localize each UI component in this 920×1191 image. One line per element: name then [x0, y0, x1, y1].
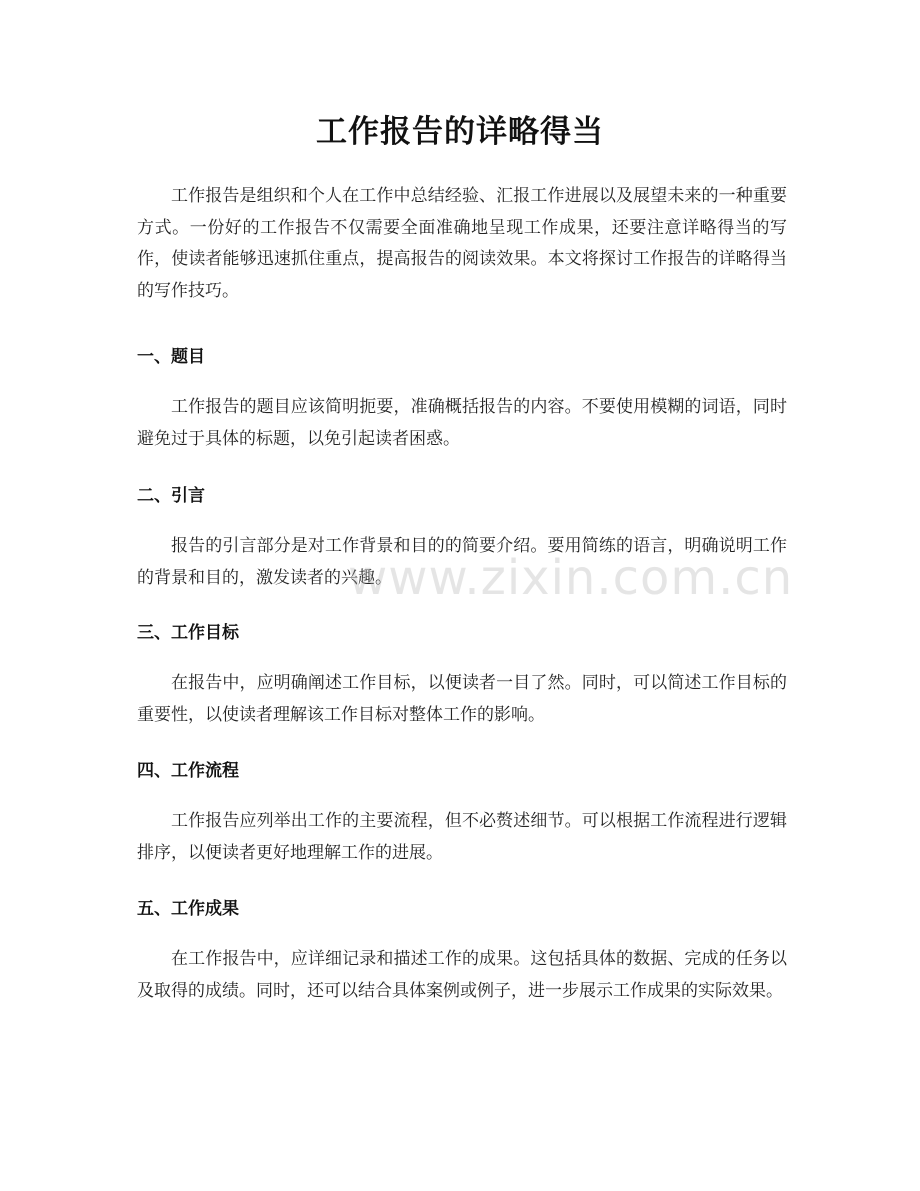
section-body-introduction: 报告的引言部分是对工作背景和目的的简要介绍。要用简练的语言，明确说明工作的背景和目的，激发读者的兴趣。	[137, 536, 787, 588]
section-heading-goals: 三、工作目标	[137, 623, 239, 643]
section-heading-results: 五、工作成果	[137, 899, 239, 919]
section-body-title: 工作报告的题目应该简明扼要，准确概括报告的内容。不要使用模糊的词语，同时避免过于具体的标题，以免引起读者困惑。	[137, 397, 787, 449]
section-heading-title: 一、题目	[137, 347, 205, 367]
document-title: 工作报告的详略得当	[316, 114, 604, 150]
intro-paragraph: 工作报告是组织和个人在工作中总结经验、汇报工作进展以及展望未来的一种重要方式。一份好的工作报告不仅需要全面准确地呈现工作成果，还要注意详略得当的写作，使读者能够迅速抓住重点，提高报告的阅读效果。本文将探讨工作报告的详略得当的写作技巧。	[137, 186, 787, 301]
section-body-results: 在工作报告中，应详细记录和描述工作的成果。这包括具体的数据、完成的任务以及取得的成绩。同时，还可以结合具体案例或例子，进一步展示工作成果的实际效果。	[137, 949, 787, 1001]
section-body-goals: 在报告中，应明确阐述工作目标，以便读者一目了然。同时，可以简述工作目标的重要性，以使读者理解该工作目标对整体工作的影响。	[137, 673, 787, 725]
watermark-text: www.zixin.com.cn	[348, 550, 794, 606]
section-heading-process: 四、工作流程	[137, 761, 239, 781]
section-heading-introduction: 二、引言	[137, 486, 205, 506]
section-body-process: 工作报告应列举出工作的主要流程，但不必赘述细节。可以根据工作流程进行逻辑排序，以便读者更好地理解工作的进展。	[137, 811, 787, 863]
